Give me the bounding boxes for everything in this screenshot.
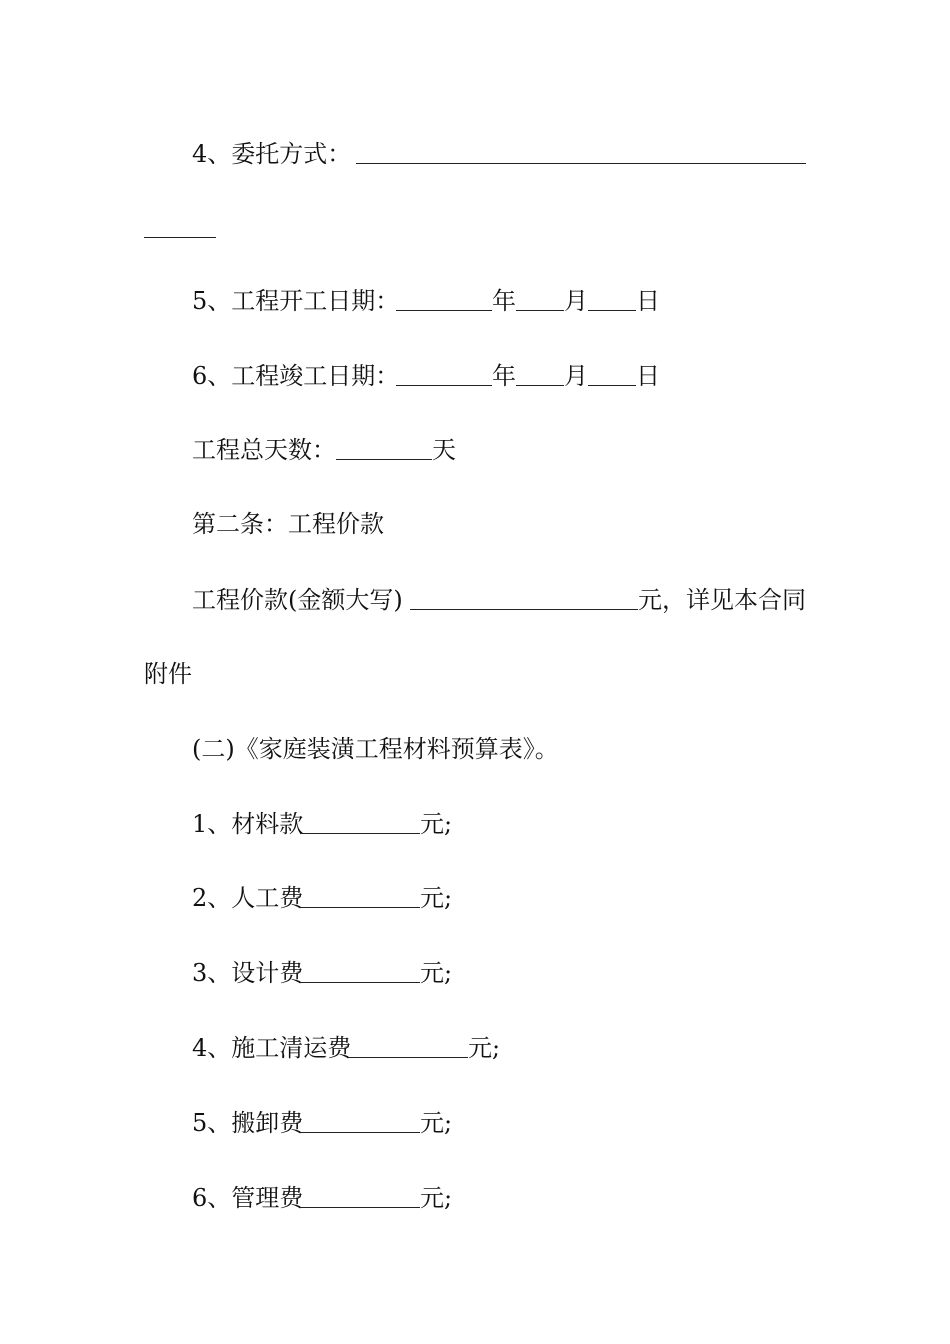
delegation-label: 4、委托方式：: [192, 140, 352, 168]
material-blank[interactable]: [300, 833, 420, 834]
price-line: [0, 580, 950, 620]
price-continuation: 附件: [144, 660, 192, 688]
delegation-continuation-line: [0, 208, 950, 248]
design-line: [0, 953, 950, 993]
labor-blank[interactable]: [300, 907, 420, 908]
total-days-line: [0, 430, 950, 470]
moving-label: 5、搬卸费: [192, 1109, 304, 1137]
start-date-label: 5、工程开工日期：: [192, 287, 400, 315]
end-year-blank[interactable]: [396, 385, 492, 386]
material-unit: 元;: [420, 810, 453, 838]
end-month-blank[interactable]: [516, 385, 564, 386]
start-day-unit: 日: [636, 287, 660, 315]
start-year-blank[interactable]: [396, 310, 492, 311]
cleanup-line: [0, 1028, 950, 1068]
delegation-blank-continuation[interactable]: [144, 237, 216, 238]
material-line: [0, 804, 950, 844]
labor-line: [0, 878, 950, 918]
delegation-line: [0, 134, 950, 174]
cleanup-label: 4、施工清运费: [192, 1034, 352, 1062]
design-unit: 元;: [420, 959, 453, 987]
price-continuation-line: [0, 654, 950, 694]
cleanup-blank[interactable]: [348, 1057, 468, 1058]
total-days-blank[interactable]: [336, 459, 432, 460]
design-blank[interactable]: [300, 982, 420, 983]
design-label: 3、设计费: [192, 959, 304, 987]
management-label: 6、管理费: [192, 1184, 304, 1212]
end-date-label: 6、工程竣工日期：: [192, 362, 400, 390]
start-date-line: [0, 281, 950, 321]
total-days-unit: 天: [432, 436, 456, 464]
start-month-blank[interactable]: [516, 310, 564, 311]
delegation-blank[interactable]: [356, 163, 806, 164]
material-label: 1、材料款: [192, 810, 304, 838]
labor-label: 2、人工费: [192, 884, 304, 912]
article-2-heading: [0, 504, 950, 544]
price-amount-blank[interactable]: [410, 609, 638, 610]
management-blank[interactable]: [300, 1207, 420, 1208]
article-2-label: 第二条：工程价款: [192, 510, 384, 538]
end-year-unit: 年: [492, 362, 516, 390]
end-month-unit: 月: [564, 362, 588, 390]
total-days-label: 工程总天数：: [192, 436, 336, 464]
end-date-line: [0, 356, 950, 396]
start-year-unit: 年: [492, 287, 516, 315]
start-day-blank[interactable]: [588, 310, 636, 311]
management-line: [0, 1178, 950, 1218]
labor-unit: 元;: [420, 884, 453, 912]
end-day-unit: 日: [636, 362, 660, 390]
price-label: 工程价款(金额大写): [192, 586, 403, 614]
moving-line: [0, 1103, 950, 1143]
end-day-blank[interactable]: [588, 385, 636, 386]
budget-title: (二)《家庭装潢工程材料预算表》。: [192, 735, 559, 763]
cleanup-unit: 元;: [468, 1034, 501, 1062]
start-month-unit: 月: [564, 287, 588, 315]
moving-blank[interactable]: [300, 1132, 420, 1133]
management-unit: 元;: [420, 1184, 453, 1212]
price-suffix: 元，详见本合同: [638, 586, 806, 614]
budget-title-line: [0, 729, 950, 769]
moving-unit: 元;: [420, 1109, 453, 1137]
